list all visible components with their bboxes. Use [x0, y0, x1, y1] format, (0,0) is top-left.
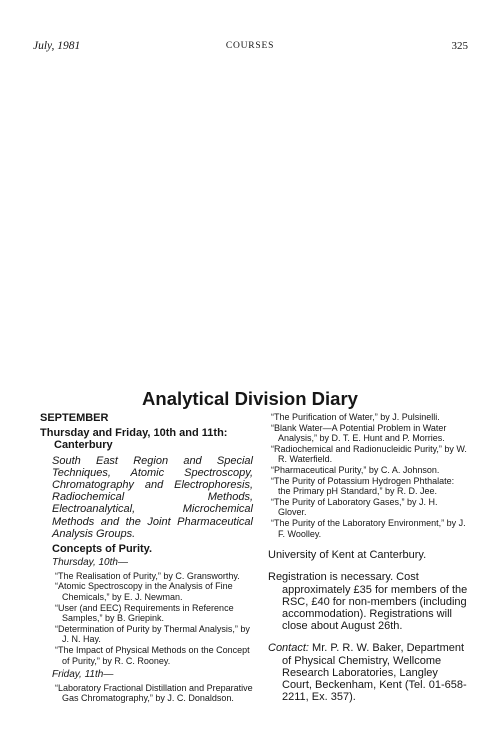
contact-label: Contact:: [268, 642, 309, 655]
talk-item: “Pharmaceutical Purity,” by C. A. Johnson.: [271, 464, 440, 475]
talk-item: “Blank Water—A Potential Problem in Water Analysis,” by D. T. E. Hunt and P. Morries.: [271, 422, 447, 444]
talk-item: “The Purity of Potassium Hydrogen Phthalate: the Primary pH Standard,” by R. D. Jee.: [271, 475, 455, 497]
event-heading: Thursday and Friday, 10th and 11th: Canterbury: [40, 427, 228, 452]
thursday-talks: [40, 571, 253, 666]
running-header-section: COURSES: [225, 41, 275, 51]
right-column: [268, 412, 468, 703]
talk-item: “Laboratory Fractional Distillation and Preparative Gas Chromatography,” by J. C. Donaldson.: [55, 682, 253, 704]
event-organisers: South East Region and Special Techniques, Atomic Spectroscopy, Chromatography and Electrophoresis, Radiochemical Methods, Electroanalytical, Microchemical Methods and the Joint Pharmaceutical Analysis Groups.: [52, 454, 253, 540]
talk-item: “The Realisation of Purity,” by C. Gransworthy.: [55, 570, 240, 581]
thursday-label: Thursday, 10th—: [52, 557, 128, 569]
page-number: 325: [451, 40, 468, 52]
talk-item: “User (and EEC) Requirements in Reference Samples,” by B. Griepink.: [55, 602, 234, 624]
talk-item: “Determination of Purity by Thermal Analysis,” by J. N. Hay.: [55, 623, 250, 645]
contact-text: Mr. P. R. W. Baker, Department of Physical Chemistry, Wellcome Research Laboratories, Langley Court, Beckenham, Kent (Tel. 01-658-2211, Ex. 357).: [282, 642, 467, 704]
venue: University of Kent at Canterbury.: [268, 549, 427, 562]
talk-item: “The Purity of Laboratory Gases,” by J. H. Glover.: [271, 496, 438, 518]
friday-label: Friday, 11th—: [52, 669, 114, 681]
contact: [268, 642, 468, 703]
friday-talks: [40, 683, 253, 704]
running-header-date: July, 1981: [33, 40, 81, 52]
event-theme: Concepts of Purity.: [52, 543, 153, 556]
diary-title: Analytical Division Diary: [142, 388, 358, 409]
talk-item: “Atomic Spectroscopy in the Analysis of Fine Chemicals,” by E. J. Newman.: [55, 581, 233, 603]
talk-item: “The Impact of Physical Methods on the Concept of Purity,” by R. C. Rooney.: [55, 644, 250, 666]
registration: Registration is necessary. Cost approximately £35 for members of the RSC, £40 for non-members (including accommodation). Registrations will close about August 26th.: [268, 571, 468, 633]
month-heading: SEPTEMBER: [40, 412, 109, 424]
talk-item: “The Purity of the Laboratory Environment,” by J. F. Woolley.: [271, 517, 466, 539]
talk-item: “Radiochemical and Radionucleidic Purity,” by W. R. Waterfield.: [271, 443, 467, 465]
left-column: [40, 412, 253, 704]
talk-item: “The Purification of Water,” by J. Pulsinelli.: [271, 412, 440, 422]
